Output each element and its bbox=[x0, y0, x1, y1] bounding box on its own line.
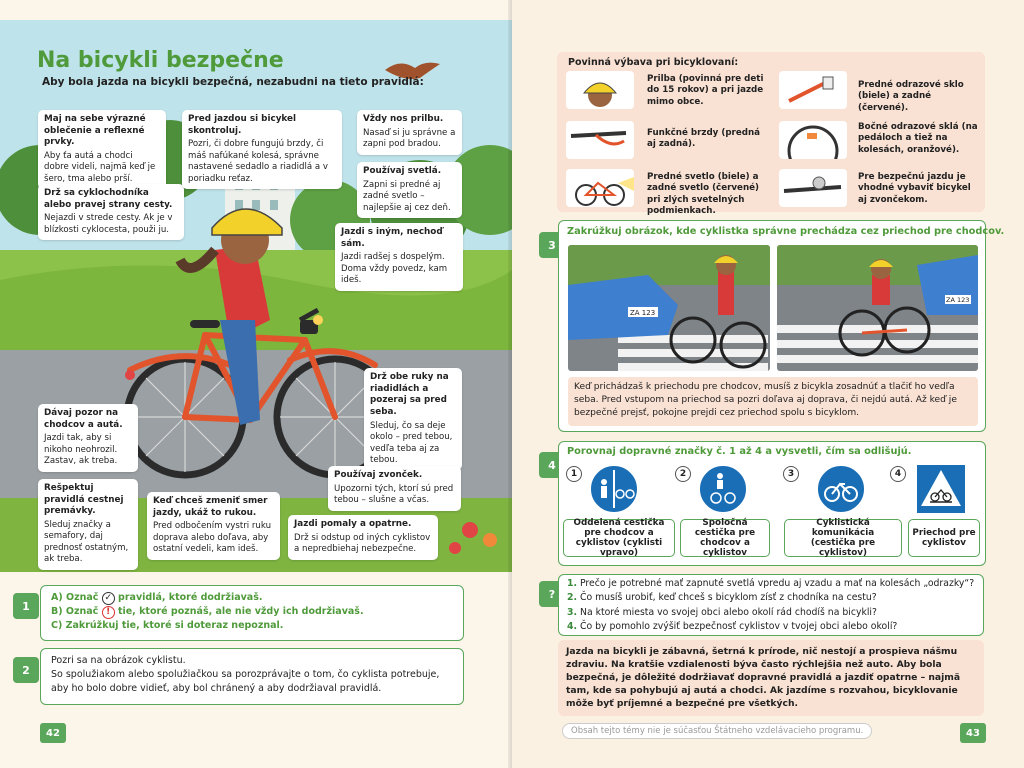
shared-path-sign-icon bbox=[698, 464, 748, 514]
bell-icon bbox=[779, 169, 847, 207]
equipment-text: Predné odrazové sklo (biele) a zadné (červené). bbox=[858, 80, 964, 113]
page-subtitle: Aby bola jazda na bicykli bezpečná, nezabudni na tieto pravidlá: bbox=[42, 76, 424, 88]
rule-note: Drž obe ruky na riadidlách a pozeraj sa pred seba. Sleduj, čo sa deje okolo – pred tebou, vedľa teba aj za tebou. bbox=[364, 368, 462, 470]
rule-note: Používaj zvonček. Upozorni tých, ktorí sú pred tebou – slušne a včas. bbox=[328, 466, 461, 511]
rule-note: Jazdi pomaly a opatrne. Drž si odstup od iných cyklistov a nepredbiehaj nebezpečne. bbox=[288, 515, 438, 560]
bicycle-path-sign-icon bbox=[816, 464, 866, 514]
sign-number: 1 bbox=[566, 466, 582, 482]
footer-note: Obsah tejto témy nie je súčasťou Štátneho vzdelávacieho programu. bbox=[562, 723, 872, 739]
question-item: 2. Čo musíš urobiť, keď chceš s bicyklom zísť z chodníka na cestu? bbox=[567, 592, 877, 604]
task-4-title: Porovnaj dopravné značky č. 1 až 4 a vysvetli, čím sa odlišujú. bbox=[567, 446, 912, 457]
separated-path-sign-icon bbox=[589, 464, 639, 514]
rule-note: Drž sa cyklochodníka alebo pravej strany cesty. Nejazdi v strede cesty. Ak je v blízkosti cyklocesta, použi ju. bbox=[38, 184, 184, 240]
task-3-title: Zakrúžkuj obrázok, kde cyklistka správne prechádza cez priechod pre chodcov. bbox=[567, 226, 1005, 237]
questions-box bbox=[558, 574, 984, 636]
bike-lights-icon bbox=[566, 169, 634, 207]
rule-note: Rešpektuj pravidlá cestnej premávky. Sleduj značky a semafory, daj prednosť ostatným, ak treba. bbox=[38, 479, 138, 570]
equipment-text: Funkčné brzdy (predná aj zadná). bbox=[647, 128, 760, 150]
page-number: 43 bbox=[960, 723, 986, 743]
page-title: Na bicykli bezpečne bbox=[37, 48, 284, 73]
helmet-icon bbox=[566, 71, 634, 109]
equipment-text: Pre bezpečnú jazdu je vhodné vybaviť bicykel aj zvončekom. bbox=[858, 172, 971, 205]
brakes-icon bbox=[566, 121, 634, 159]
license-plate: ZA 123 bbox=[630, 309, 656, 317]
question-item: 1. Prečo je potrebné mať zapnuté svetlá vpredu aj vzadu a mať na kolesách „odrazky“? bbox=[567, 578, 975, 589]
task-1-box: A) Označ ✓ pravidlá, ktoré dodržiavaš. B) Označ ! tie, ktoré poznáš, ale nie vždy ich dodržiavaš. C) Zakrúžkuj tie, ktoré si doteraz nepoznal. bbox=[40, 585, 464, 641]
page-number: 42 bbox=[40, 723, 66, 743]
checkmark-icon: ✓ bbox=[102, 592, 115, 605]
sign-label: Cyklistická komunikácia (cestička pre cyklistov) bbox=[784, 519, 902, 557]
task-number: 3 bbox=[539, 232, 565, 258]
rule-note: Keď chceš zmeniť smer jazdy, ukáž to rukou. Pred odbočením vystri ruku doprava alebo doľava, aby ostatní vedeli, kam ideš. bbox=[147, 492, 280, 560]
crossing-picture-2[interactable] bbox=[777, 245, 978, 371]
sign-number: 2 bbox=[675, 466, 691, 482]
task-number: 1 bbox=[13, 593, 39, 619]
info-box: Jazda na bicykli je zábavná, šetrná k prírode, nič nestojí a prospieva nášmu zdraviu. Na kratšie vzdialenosti býva často rýchlejšia než auto. Aby bola bezpečná, je dôležité dodržiavať dopravné pravidlá a jazdiť opatrne – najmä tam, kde sa pohybujú aj autá a chodci. Ak jazdíme s rozvahou, bicyklovanie môže byť príjemné a bezpečné pre všetkých. bbox=[558, 640, 984, 716]
task-number: 2 bbox=[13, 657, 39, 683]
sign-number: 4 bbox=[890, 466, 906, 482]
front-reflector-icon bbox=[779, 71, 847, 109]
sign-number: 3 bbox=[783, 466, 799, 482]
license-plate: ZA 123 bbox=[946, 296, 970, 304]
equipment-text: Prilba (povinná pre deti do 15 rokov) a pri jazde mimo obce. bbox=[647, 74, 764, 107]
sign-label: Spoločná cestička pre chodcov a cyklistov bbox=[680, 519, 770, 557]
equipment-text: Predné svetlo (biele) a zadné svetlo (červené) pri zlých svetelných podmienkach. bbox=[647, 172, 759, 216]
sign-label: Priechod pre cyklistov bbox=[908, 519, 980, 557]
task-3-text: Keď prichádzaš k priechodu pre chodcov, musíš z bicykla zosadnúť a tlačiť ho vedľa seba. Pred vstupom na priechod sa pozri doľava aj doprava, či nejdú autá. Až keď je bezpečné prejsť, pokojne prejdi cez priechod spolu s bicyklom. bbox=[568, 377, 978, 426]
crossing-picture-1[interactable] bbox=[568, 245, 770, 371]
task-number: ? bbox=[539, 581, 565, 607]
question-item: 3. Na ktoré miesta vo svojej obci alebo okolí rád chodíš na bicykli? bbox=[567, 606, 877, 618]
equipment-text: Bočné odrazové sklá (na pedáloch a tiež na kolesách, oranžové). bbox=[858, 122, 978, 155]
rule-note: Vždy nos prilbu. Nasaď si ju správne a zapni pod bradou. bbox=[357, 110, 462, 155]
side-reflector-icon bbox=[779, 121, 847, 159]
exclamation-icon: ! bbox=[102, 606, 115, 619]
rule-note: Dávaj pozor na chodcov a autá. Jazdi tak, aby si nikoho neohrozil. Zastav, ak treba. bbox=[38, 404, 138, 472]
rule-note: Jazdi s iným, nechoď sám. Jazdi radšej s dospelým. Doma vždy povedz, kam ideš. bbox=[335, 223, 463, 291]
rule-note: Pred jazdou si bicykel skontroluj. Pozri, či dobre fungujú brzdy, či máš nafúkané kolesá, správne nastavené sedadlo a riadidlá a v poriadku reťaz. bbox=[182, 110, 342, 189]
rule-note: Maj na sebe výrazné oblečenie a reflexné prvky. Aby ťa autá a chodci dobre videli, najmä keď je šero, tma alebo prší. bbox=[38, 110, 166, 189]
bicycle-crossing-sign-icon bbox=[916, 464, 966, 514]
equipment-title: Povinná výbava pri bicyklovaní: bbox=[568, 57, 739, 68]
rule-note: Používaj svetlá. Zapni si predné aj zadné svetlo – najlepšie aj cez deň. bbox=[357, 162, 462, 218]
task-number: 4 bbox=[539, 452, 565, 478]
task-2-box: Pozri sa na obrázok cyklistu. So spolužiakom alebo spolužiačkou sa porozprávajte o tom, čo cyklista potrebuje, aby ho bolo dobre vidieť, aby bol chránený a aby dodržiaval pravidlá. bbox=[40, 648, 464, 705]
question-item: 4. Čo by pomohlo zvýšiť bezpečnosť cyklistov v tvojej obci alebo okolí? bbox=[567, 621, 898, 633]
sign-label: Oddelená cestička pre chodcov a cyklistov (cyklisti vpravo) bbox=[563, 519, 675, 557]
